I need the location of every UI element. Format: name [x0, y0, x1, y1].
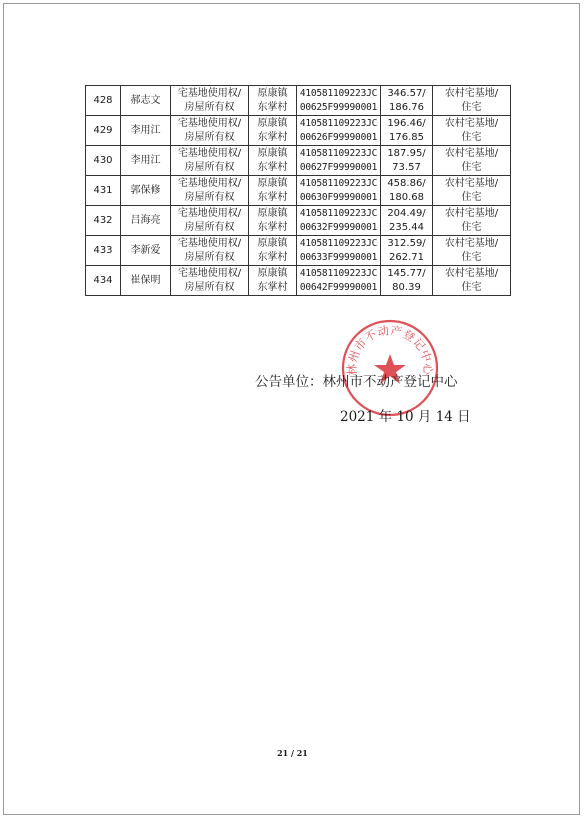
cell-unit-number-line: 00642F99990001 — [299, 281, 378, 293]
cell-unit-number-line: 00627F99990001 — [299, 161, 378, 173]
notice-date: 2021 年 10 月 14 日 — [340, 409, 471, 425]
cell-location — [249, 266, 297, 296]
cell-right-type-line: 宅基地使用权/ — [177, 177, 242, 189]
cell-right-type-line: 房屋所有权 — [184, 221, 235, 233]
table-row — [86, 86, 511, 116]
cell-unit-number-line: 410581109223JC — [299, 207, 378, 219]
cell-right-type-line: 房屋所有权 — [184, 281, 235, 293]
cell-area-line: 176.85 — [389, 131, 424, 143]
cell-owner-name: 李用江 — [121, 116, 171, 146]
cell-use-line: 农村宅基地/ — [444, 177, 499, 189]
records-table — [85, 85, 511, 296]
table-row — [86, 236, 511, 266]
cell-use — [433, 266, 511, 296]
cell-area-line: 346.57/ — [387, 87, 426, 99]
cell-area-line: 180.68 — [389, 191, 424, 203]
cell-area-line: 312.59/ — [387, 237, 426, 249]
cell-use — [433, 206, 511, 236]
cell-unit-number — [297, 146, 381, 176]
cell-use — [433, 116, 511, 146]
cell-location — [249, 206, 297, 236]
cell-right-type-line: 宅基地使用权/ — [177, 147, 242, 159]
table-row — [86, 206, 511, 236]
cell-unit-number — [297, 86, 381, 116]
cell-unit-number-line: 00626F99990001 — [299, 131, 378, 143]
cell-location-line: 原康镇 — [257, 177, 288, 189]
cell-area — [381, 86, 433, 116]
cell-number: 431 — [86, 176, 121, 206]
cell-right-type-line: 宅基地使用权/ — [177, 207, 242, 219]
cell-number: 432 — [86, 206, 121, 236]
cell-area-line: 458.86/ — [387, 177, 426, 189]
cell-unit-number — [297, 176, 381, 206]
cell-use-line: 住宅 — [461, 281, 482, 293]
table-row — [86, 116, 511, 146]
cell-number: 434 — [86, 266, 121, 296]
cell-right-type-line: 房屋所有权 — [184, 251, 235, 263]
cell-right-type-line: 房屋所有权 — [184, 191, 235, 203]
page-number: 21 / 21 — [277, 748, 308, 758]
cell-use-line: 农村宅基地/ — [444, 87, 499, 99]
cell-unit-number — [297, 236, 381, 266]
cell-area-line: 80.39 — [392, 281, 421, 293]
cell-area-line: 187.95/ — [387, 147, 426, 159]
cell-area-line: 186.76 — [389, 101, 424, 113]
cell-right-type — [171, 236, 249, 266]
cell-number: 430 — [86, 146, 121, 176]
cell-use-line: 农村宅基地/ — [444, 267, 499, 279]
cell-right-type-line: 房屋所有权 — [184, 161, 235, 173]
cell-use-line: 住宅 — [461, 251, 482, 263]
official-seal-icon — [340, 318, 440, 418]
cell-number: 429 — [86, 116, 121, 146]
cell-right-type-line: 宅基地使用权/ — [177, 87, 242, 99]
cell-location-line: 原康镇 — [257, 267, 288, 279]
cell-area — [381, 206, 433, 236]
cell-unit-number-line: 00630F99990001 — [299, 191, 378, 203]
table-row — [86, 176, 511, 206]
cell-location-line: 原康镇 — [257, 237, 288, 249]
cell-right-type-line: 房屋所有权 — [184, 131, 235, 143]
cell-unit-number-line: 410581109223JC — [299, 87, 378, 99]
cell-owner-name: 郝志文 — [121, 86, 171, 116]
seal-text: 林州市不动产登记中心 — [344, 323, 436, 376]
cell-unit-number-line: 410581109223JC — [299, 147, 378, 159]
cell-location — [249, 146, 297, 176]
cell-right-type — [171, 206, 249, 236]
cell-location — [249, 86, 297, 116]
cell-owner-name: 崔保明 — [121, 266, 171, 296]
cell-location-line: 东掌村 — [257, 101, 288, 113]
cell-location-line: 原康镇 — [257, 117, 288, 129]
cell-unit-number-line: 00625F99990001 — [299, 101, 378, 113]
cell-unit-number-line: 00633F99990001 — [299, 251, 378, 263]
cell-use-line: 住宅 — [461, 131, 482, 143]
cell-area-line: 145.77/ — [387, 267, 426, 279]
records-table-body — [86, 86, 511, 296]
cell-use — [433, 236, 511, 266]
cell-area-line: 73.57 — [392, 161, 421, 173]
cell-right-type-line: 宅基地使用权/ — [177, 237, 242, 249]
cell-location-line: 东掌村 — [257, 161, 288, 173]
cell-location-line: 原康镇 — [257, 207, 288, 219]
cell-right-type — [171, 266, 249, 296]
table-row — [86, 146, 511, 176]
cell-unit-number-line: 410581109223JC — [299, 117, 378, 129]
cell-number: 428 — [86, 86, 121, 116]
cell-unit-number-line: 410581109223JC — [299, 237, 378, 249]
cell-area — [381, 266, 433, 296]
cell-owner-name: 郭保修 — [121, 176, 171, 206]
cell-area-line: 196.46/ — [387, 117, 426, 129]
cell-use-line: 农村宅基地/ — [444, 207, 499, 219]
cell-right-type-line: 房屋所有权 — [184, 101, 235, 113]
cell-location-line: 东掌村 — [257, 281, 288, 293]
cell-right-type — [171, 146, 249, 176]
cell-location — [249, 116, 297, 146]
cell-unit-number — [297, 266, 381, 296]
cell-unit-number — [297, 206, 381, 236]
cell-use-line: 农村宅基地/ — [444, 147, 499, 159]
cell-area — [381, 236, 433, 266]
cell-unit-number-line: 410581109223JC — [299, 177, 378, 189]
cell-use-line: 住宅 — [461, 191, 482, 203]
cell-area — [381, 146, 433, 176]
cell-area-line: 235.44 — [389, 221, 424, 233]
cell-use-line: 住宅 — [461, 221, 482, 233]
cell-use — [433, 176, 511, 206]
cell-unit-number — [297, 116, 381, 146]
cell-area-line: 204.49/ — [387, 207, 426, 219]
cell-owner-name: 李新爱 — [121, 236, 171, 266]
cell-location-line: 原康镇 — [257, 87, 288, 99]
cell-area — [381, 116, 433, 146]
cell-owner-name: 吕海亮 — [121, 206, 171, 236]
cell-use — [433, 146, 511, 176]
cell-area — [381, 176, 433, 206]
cell-use-line: 农村宅基地/ — [444, 117, 499, 129]
table-row — [86, 266, 511, 296]
cell-owner-name: 李用江 — [121, 146, 171, 176]
cell-area-line: 262.71 — [389, 251, 424, 263]
cell-location-line: 原康镇 — [257, 147, 288, 159]
cell-location-line: 东掌村 — [257, 131, 288, 143]
cell-use-line: 农村宅基地/ — [444, 237, 499, 249]
cell-right-type — [171, 86, 249, 116]
cell-right-type — [171, 176, 249, 206]
cell-use — [433, 86, 511, 116]
cell-number: 433 — [86, 236, 121, 266]
cell-unit-number-line: 410581109223JC — [299, 267, 378, 279]
cell-use-line: 住宅 — [461, 161, 482, 173]
cell-location — [249, 176, 297, 206]
cell-location — [249, 236, 297, 266]
cell-right-type-line: 宅基地使用权/ — [177, 117, 242, 129]
cell-use-line: 住宅 — [461, 101, 482, 113]
notice-organization: 公告单位：林州市不动产登记中心 — [255, 374, 458, 390]
cell-right-type — [171, 116, 249, 146]
cell-right-type-line: 宅基地使用权/ — [177, 267, 242, 279]
cell-location-line: 东掌村 — [257, 251, 288, 263]
cell-location-line: 东掌村 — [257, 221, 288, 233]
cell-unit-number-line: 00632F99990001 — [299, 221, 378, 233]
cell-location-line: 东掌村 — [257, 191, 288, 203]
